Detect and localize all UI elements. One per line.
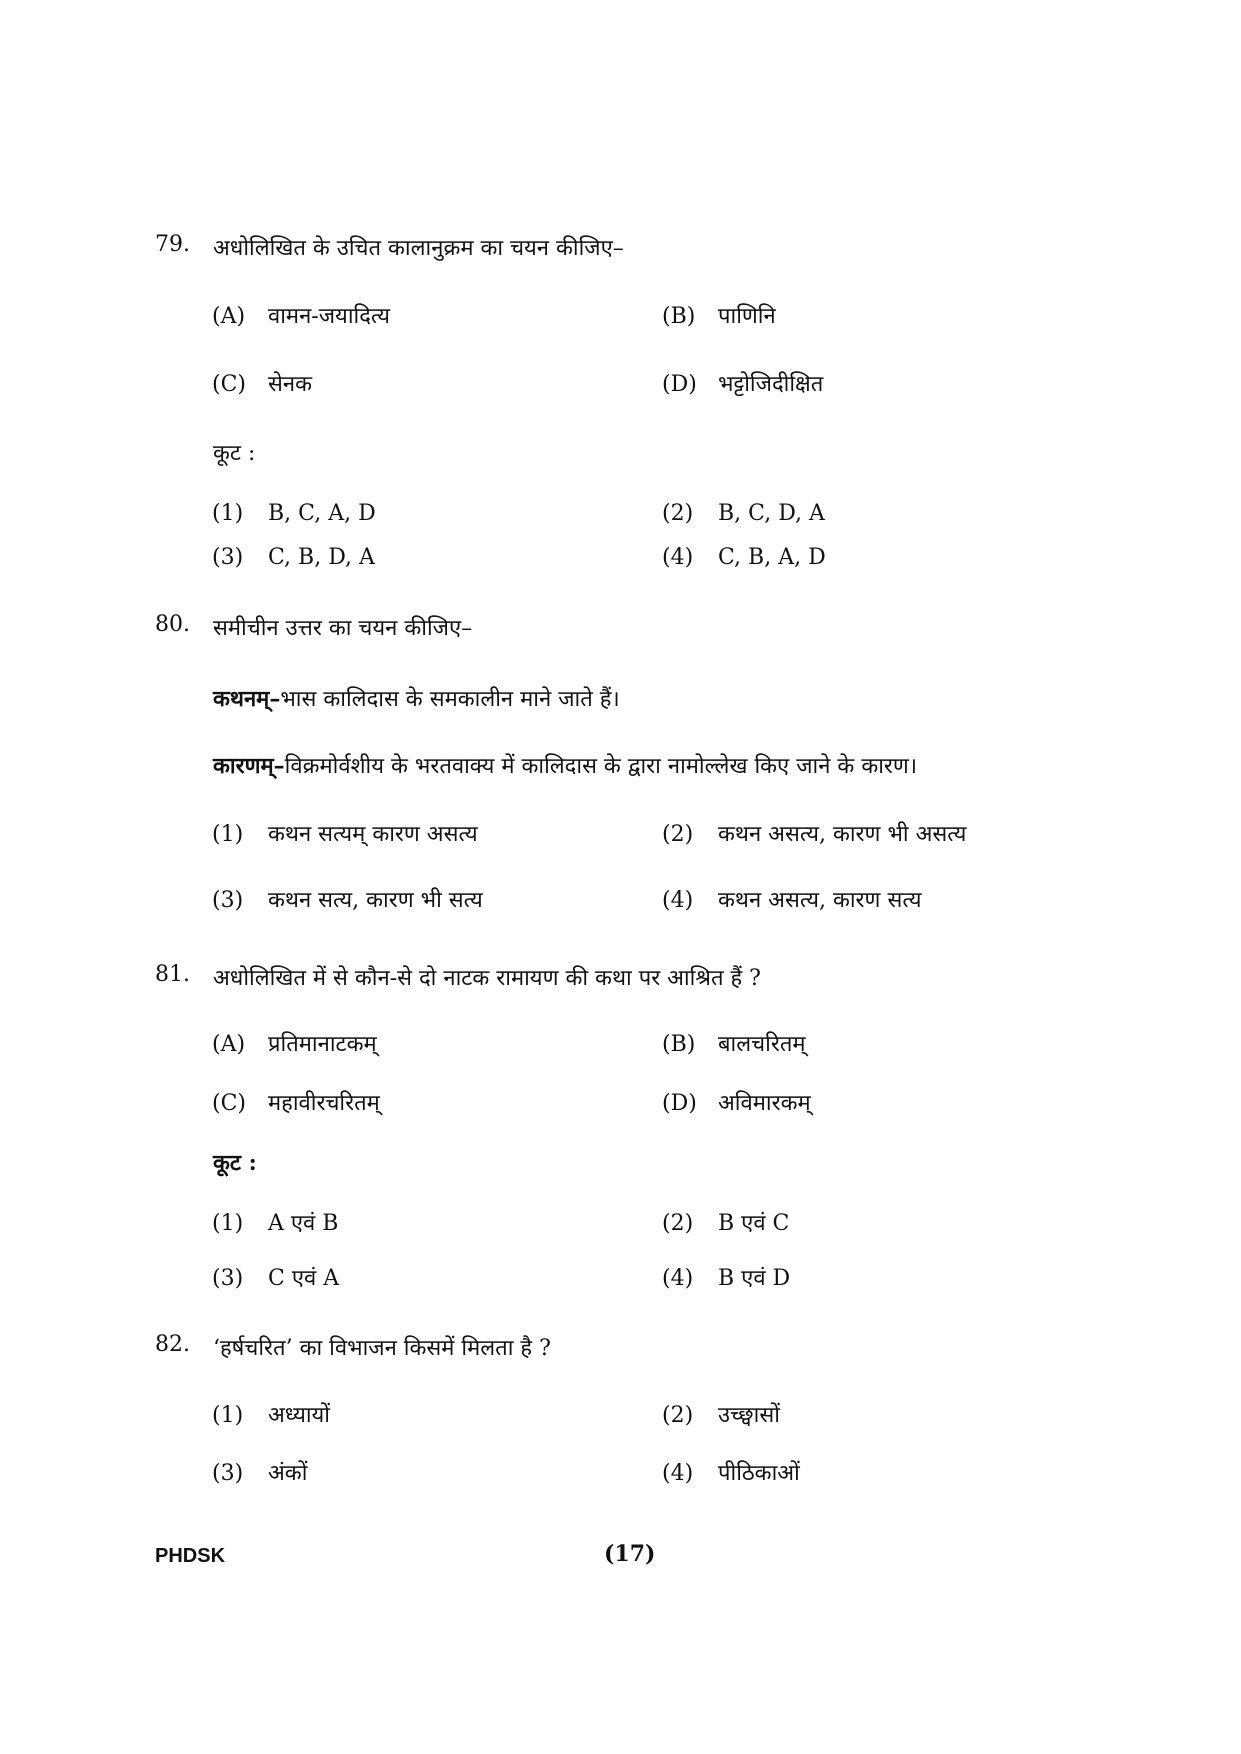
item-b: (B) बालचरितम् xyxy=(662,1032,806,1057)
question-text: अधोलिखित में से कौन-से दो नाटक रामायण की कथा पर आश्रित हैं ? xyxy=(213,966,761,991)
kut-label: कूट : xyxy=(213,441,256,466)
option-2: (2) उच्छ्वासों xyxy=(662,1403,780,1428)
question-text: ‘हर्षचरित’ का विभाजन किसमें मिलता है ? xyxy=(213,1336,551,1361)
option-4: (4) पीठिकाओं xyxy=(662,1461,800,1486)
option-3: (3) कथन सत्य, कारण भी सत्य xyxy=(212,888,483,913)
question-number: 79. xyxy=(155,232,190,257)
option-4: (4) कथन असत्य, कारण सत्य xyxy=(662,888,922,913)
item-c: (C) सेनक xyxy=(212,372,312,397)
option-1: (1) B, C, A, D xyxy=(212,501,376,526)
question-number: 82. xyxy=(155,1332,190,1357)
reason: कारणम्–विक्रमोर्वशीय के भरतवाक्य में कालिदास के द्वारा नामोल्लेख किए जाने के कारण। xyxy=(213,753,918,779)
question-text: समीचीन उत्तर का चयन कीजिए– xyxy=(213,616,473,641)
option-1: (1) कथन सत्यम् कारण असत्य xyxy=(212,822,478,847)
option-2: (2) कथन असत्य, कारण भी असत्य xyxy=(662,822,967,847)
item-c: (C) महावीरचरितम् xyxy=(212,1091,380,1116)
option-1: (1) A एवं B xyxy=(212,1211,339,1236)
assertion: कथनम्–भास कालिदास के समकालीन माने जाते हैं। xyxy=(213,686,620,712)
page-number: (17) xyxy=(604,1541,656,1567)
booklet-code: PHDSK xyxy=(155,1545,226,1567)
option-2: (2) B एवं C xyxy=(662,1211,790,1236)
option-2: (2) B, C, D, A xyxy=(662,501,825,526)
item-a: (A) वामन-जयादित्य xyxy=(212,304,391,329)
question-number: 81. xyxy=(155,962,190,987)
item-d: (D) भट्टोजिदीक्षित xyxy=(662,372,824,397)
item-a: (A) प्रतिमानाटकम् xyxy=(212,1032,377,1057)
option-3: (3) C एवं A xyxy=(212,1266,340,1291)
option-3: (3) C, B, D, A xyxy=(212,545,375,570)
question-number: 80. xyxy=(155,612,190,637)
item-b: (B) पाणिनि xyxy=(662,304,776,329)
option-4: (4) C, B, A, D xyxy=(662,545,826,570)
option-3: (3) अंकों xyxy=(212,1461,308,1486)
option-4: (4) B एवं D xyxy=(662,1266,791,1291)
option-1: (1) अध्यायों xyxy=(212,1403,330,1428)
question-text: अधोलिखित के उचित कालानुक्रम का चयन कीजिए– xyxy=(213,236,624,261)
item-d: (D) अविमारकम् xyxy=(662,1091,811,1116)
kut-label: कूट : xyxy=(213,1150,257,1176)
